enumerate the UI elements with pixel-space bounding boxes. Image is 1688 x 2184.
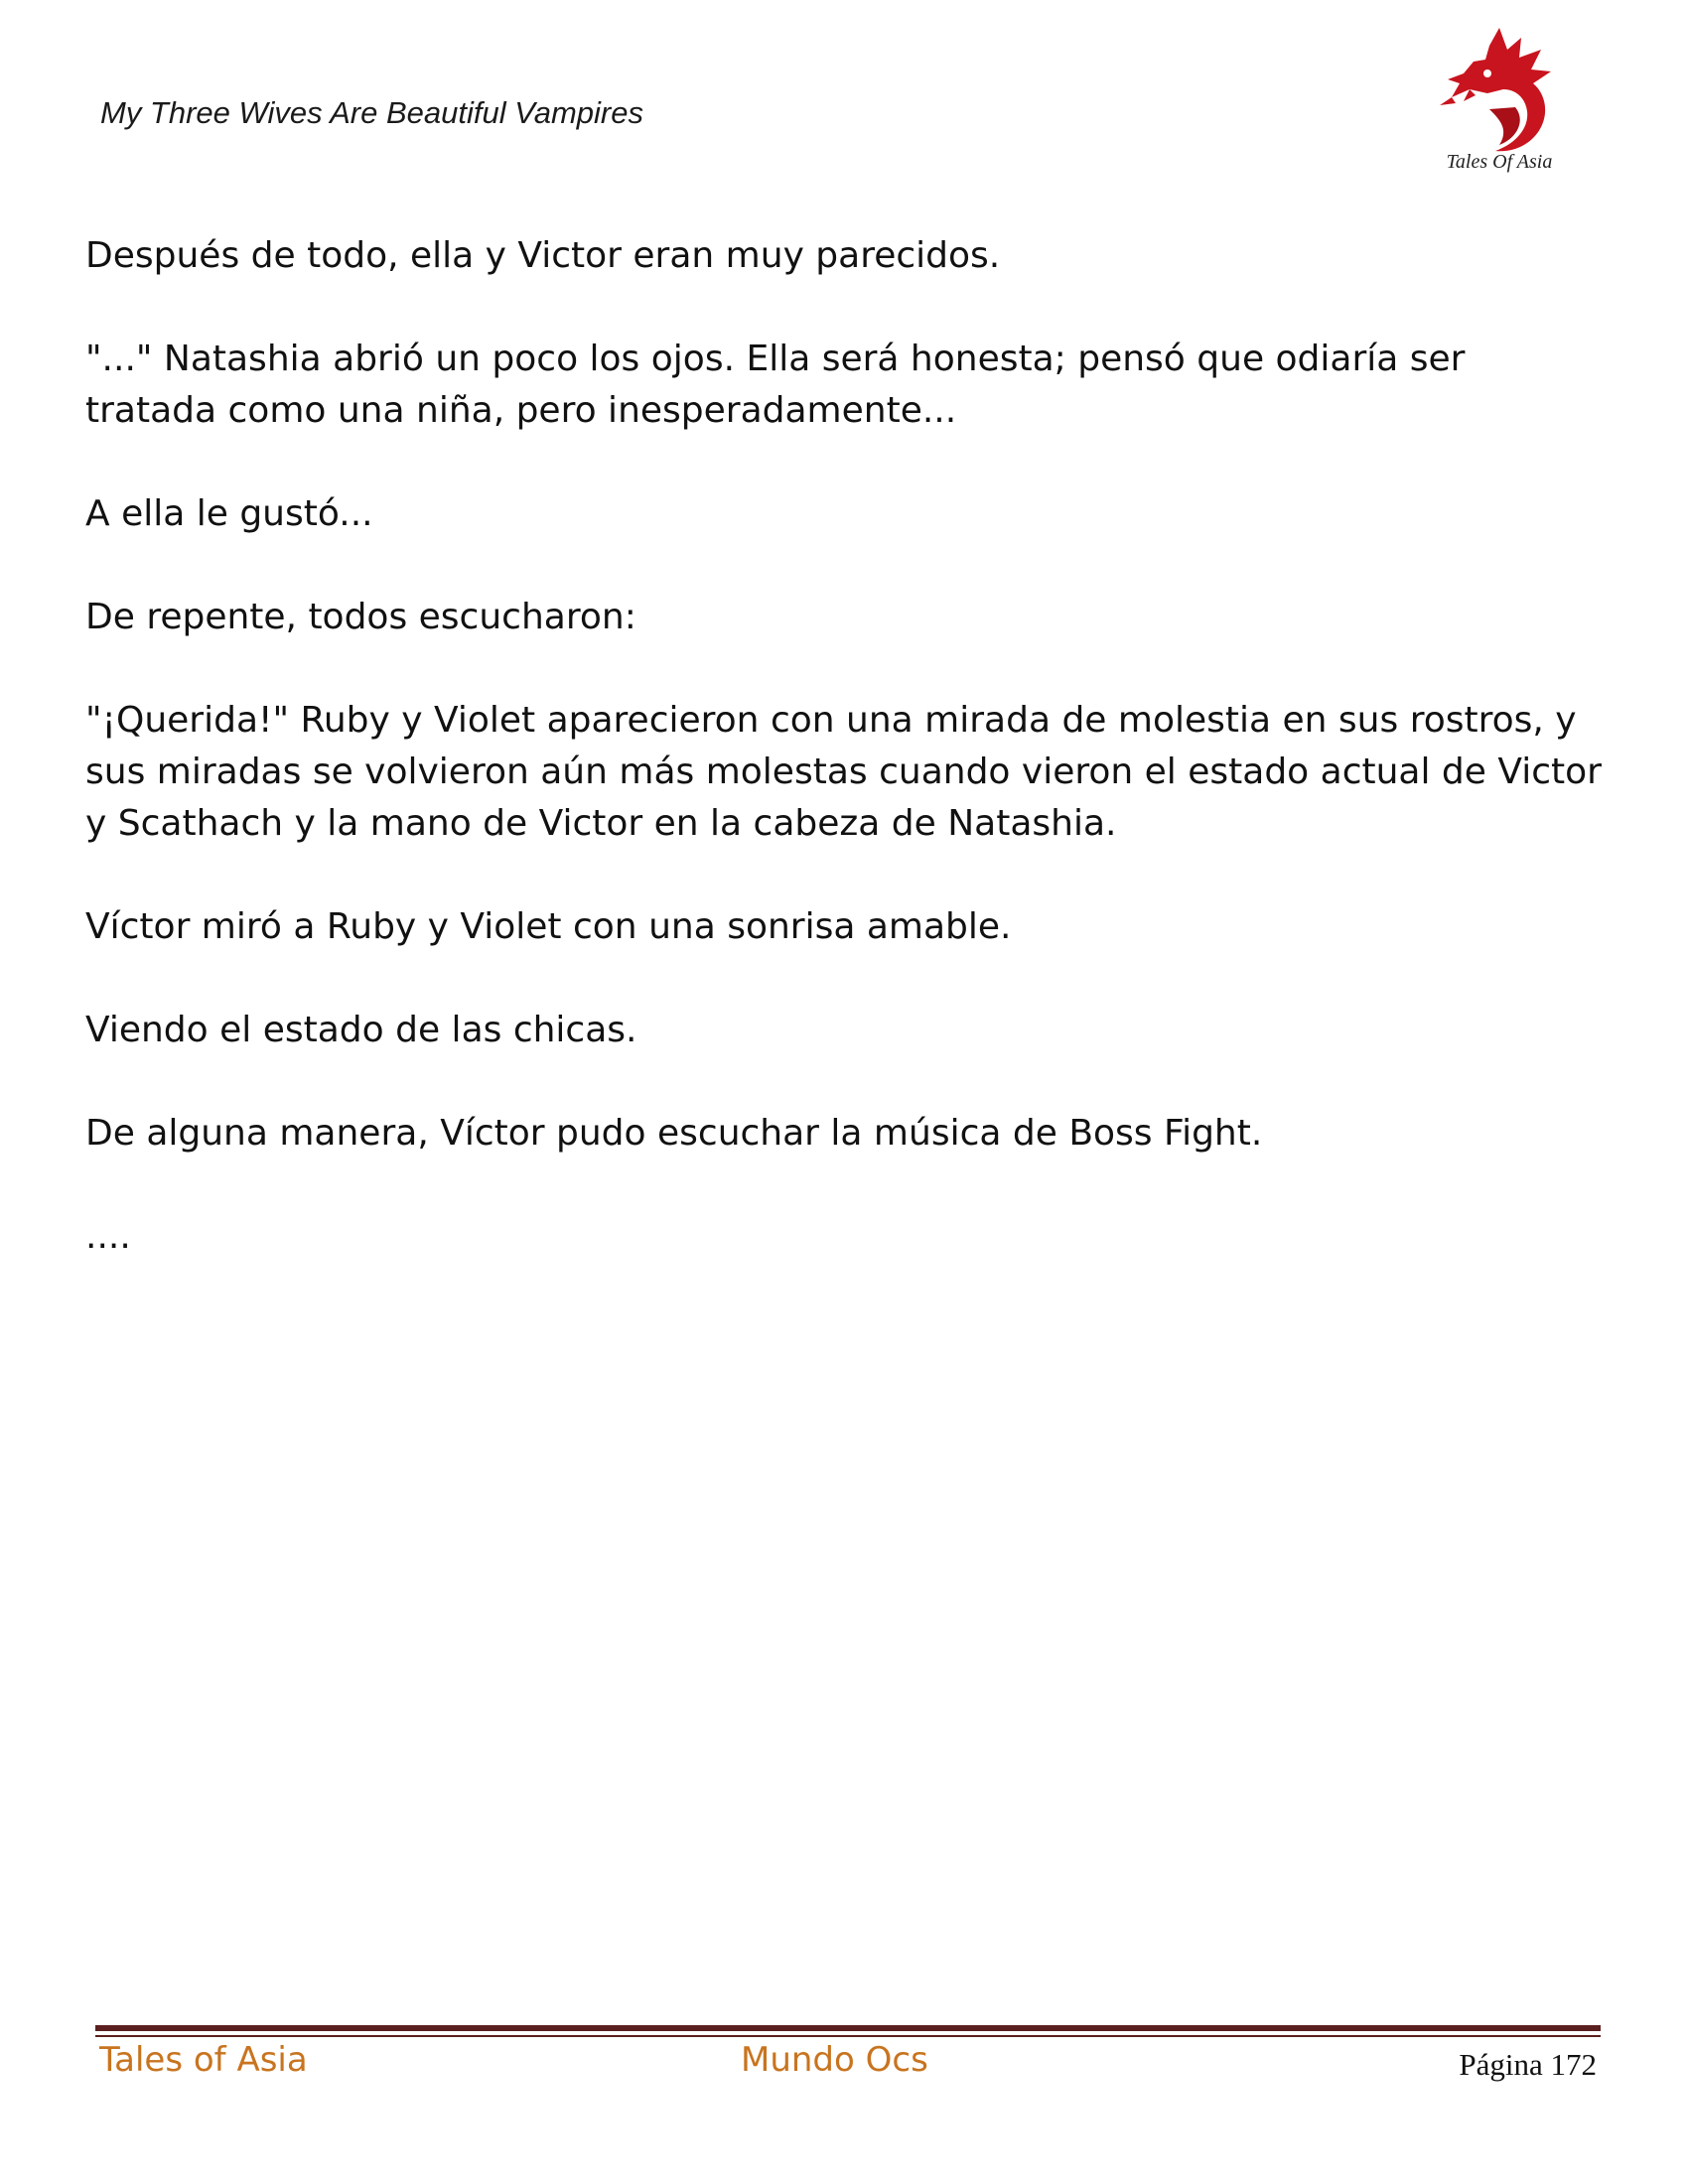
chapter-body xyxy=(85,230,1605,1314)
paragraph: .... xyxy=(85,1216,131,1257)
paragraph: Viendo el estado de las chicas. xyxy=(85,1010,637,1050)
footer-divider xyxy=(95,2025,1601,2031)
logo-caption: Tales Of Asia xyxy=(1446,151,1553,173)
paragraph: "..." Natashia abrió un poco los ojos. Ella será honesta; pensó que odiaría ser tratada como una niña, pero inesperadamente... xyxy=(85,339,1466,431)
footer-publisher: Tales of Asia xyxy=(99,2040,308,2080)
page-number: Página 172 xyxy=(1459,2047,1597,2082)
paragraph: De alguna manera, Víctor pudo escuchar la música de Boss Fight. xyxy=(85,1113,1263,1154)
paragraph: A ella le gustó... xyxy=(85,493,373,534)
paragraph: Después de todo, ella y Victor eran muy parecidos. xyxy=(85,235,1001,276)
paragraph: "¡Querida!" Ruby y Violet aparecieron con una mirada de molestia en sus rostros, y sus miradas se volvieron aún más molestas cuando vieron el estado actual de Victor y Scathach y la mano de Victor en la cabeza de Natashia. xyxy=(85,700,1602,844)
dragon-icon xyxy=(1430,20,1569,169)
paragraph: Víctor miró a Ruby y Violet con una sonrisa amable. xyxy=(85,906,1012,947)
footer-translator: Mundo Ocs xyxy=(741,2040,928,2080)
footer-divider-thin xyxy=(95,2035,1601,2037)
paragraph: De repente, todos escucharon: xyxy=(85,597,636,637)
document-header-title: My Three Wives Are Beautiful Vampires xyxy=(100,95,643,130)
tales-of-asia-logo xyxy=(1430,20,1569,184)
